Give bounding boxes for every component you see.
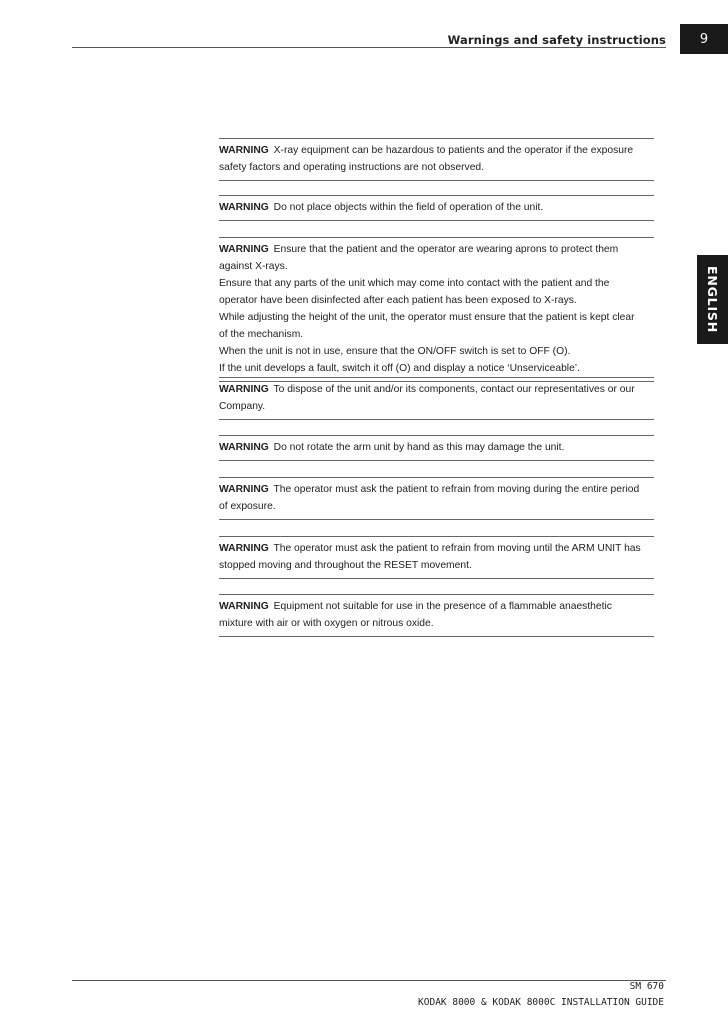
warning-label: WARNING	[219, 384, 269, 395]
warning-line	[219, 540, 654, 557]
warning-line: safety factors and operating instructions are not observed.	[219, 162, 485, 173]
warning-text: X-ray equipment can be hazardous to patients and the operator if the exposure	[273, 145, 634, 156]
warning-line: While adjusting the height of the unit, the operator must ensure that the patient is kept clear	[219, 312, 635, 323]
warning-text: Ensure that the patient and the operator are wearing aprons to protect them	[273, 244, 619, 255]
warning-text: Equipment not suitable for use in the presence of a flammable anaesthetic	[273, 601, 612, 612]
warning-line	[219, 598, 654, 615]
warning-label: WARNING	[219, 601, 269, 612]
warning-line: If the unit develops a fault, switch it off (O) and display a notice ‘Unserviceable’.	[219, 363, 580, 374]
warning-line	[219, 381, 654, 398]
warning-label: WARNING	[219, 484, 269, 495]
warning-line	[219, 241, 654, 258]
warning-text: To dispose of the unit and/or its components, contact our representatives or our	[273, 384, 635, 395]
warning-line: operator have been disinfected after each patient has been exposed to X-rays.	[219, 295, 577, 306]
warning-label: WARNING	[219, 202, 269, 213]
warning-text: Do not place objects within the field of operation of the unit.	[273, 202, 544, 213]
language-tab	[697, 255, 728, 344]
warning-label: WARNING	[219, 145, 269, 156]
warning-line: of exposure.	[219, 501, 276, 512]
warning-block	[219, 477, 654, 520]
footer-rule	[72, 980, 666, 981]
warning-block	[219, 138, 654, 181]
warning-line: against X-rays.	[219, 261, 288, 272]
warning-label: WARNING	[219, 543, 269, 554]
header-rule	[72, 47, 666, 48]
warning-line: stopped moving and throughout the RESET movement.	[219, 560, 472, 571]
warning-line: Company.	[219, 401, 266, 412]
warning-line: Ensure that any parts of the unit which may come into contact with the patient and the	[219, 278, 610, 289]
page-number-tab	[680, 24, 728, 54]
warning-block	[219, 536, 654, 579]
page-number: 9	[699, 31, 709, 47]
warning-line: When the unit is not in use, ensure that the ON/OFF switch is set to OFF (O).	[219, 346, 571, 357]
warning-block	[219, 237, 654, 382]
warning-block	[219, 195, 654, 221]
warning-text: The operator must ask the patient to refrain from moving during the entire period	[273, 484, 640, 495]
warning-block	[219, 594, 654, 637]
warning-label: WARNING	[219, 442, 269, 453]
warning-line	[219, 481, 654, 498]
warning-block	[219, 435, 654, 461]
section-title: Warnings and safety instructions	[447, 33, 666, 47]
warning-label: WARNING	[219, 244, 269, 255]
warning-line	[219, 142, 654, 159]
warning-text: Do not rotate the arm unit by hand as this may damage the unit.	[273, 442, 565, 453]
document-code: SM 670	[629, 981, 664, 992]
warning-text: The operator must ask the patient to refrain from moving until the ARM UNIT has	[273, 543, 641, 554]
warning-block	[219, 377, 654, 420]
warning-line	[219, 199, 654, 216]
warning-line	[219, 439, 654, 456]
warning-line: of the mechanism.	[219, 329, 304, 340]
guide-title: KODAK 8000 & KODAK 8000C INSTALLATION GUIDE	[418, 997, 664, 1008]
warning-line: mixture with air or with oxygen or nitrous oxide.	[219, 618, 434, 629]
language-tab-label: ENGLISH	[705, 266, 721, 333]
